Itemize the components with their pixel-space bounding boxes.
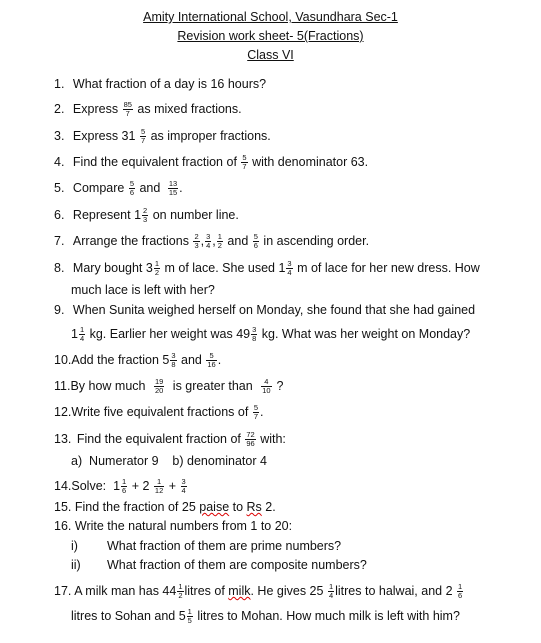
fraction xyxy=(170,352,176,369)
question-10 xyxy=(54,352,221,369)
question-text: 1 xyxy=(71,326,78,341)
question-13 xyxy=(54,431,286,448)
question-number: 4. xyxy=(54,154,65,169)
numerator: 4 xyxy=(261,378,271,387)
worksheet-title: Revision work sheet- 5(Fractions) xyxy=(177,29,364,43)
question-number: 7. xyxy=(54,233,65,248)
punctuation: . xyxy=(179,180,183,195)
fraction xyxy=(205,233,211,250)
numerator: 1 xyxy=(154,478,164,487)
question-text: m of lace. She used 1 xyxy=(164,260,286,275)
fraction xyxy=(140,128,146,145)
punctuation: . xyxy=(259,404,264,419)
question-text: and xyxy=(181,352,202,367)
fraction xyxy=(328,583,334,600)
numerator: 1 xyxy=(79,325,85,334)
fraction xyxy=(177,583,183,600)
numerator: 1 xyxy=(178,582,183,591)
question-13-options: a) Numerator 9 b) denominator 4 xyxy=(71,454,267,468)
question-text: litres to halwai, and 2 xyxy=(335,583,453,598)
question-text: By how much xyxy=(70,378,146,393)
question-1 xyxy=(54,77,266,91)
fraction xyxy=(121,478,127,495)
numerator: 1 xyxy=(328,582,334,591)
denominator: 4 xyxy=(181,486,186,495)
question-number: 9. xyxy=(54,303,65,317)
question-text: A milk man has 44 xyxy=(74,583,177,598)
question-8-line-2: much lace is left with her? xyxy=(71,283,215,297)
question-text: Write five equivalent fractions of xyxy=(71,404,249,419)
question-17 xyxy=(54,583,464,600)
numerator: 3 xyxy=(206,232,211,241)
question-text: litres to Sohan and 5 xyxy=(71,608,186,623)
question-text: and xyxy=(139,180,161,195)
fraction xyxy=(154,378,164,395)
fraction xyxy=(241,154,247,171)
numerator: 1 xyxy=(122,477,127,486)
fraction xyxy=(206,352,216,369)
question-text: litres of xyxy=(184,583,229,598)
question-text: 2. xyxy=(261,500,276,514)
denominator: 96 xyxy=(246,439,255,448)
question-17-line-2 xyxy=(71,608,460,625)
question-text: kg. Earlier her weight was 49 xyxy=(89,326,251,341)
numerator: 85 xyxy=(123,100,132,109)
question-text: + 2 xyxy=(131,478,150,493)
numerator: 19 xyxy=(154,377,164,386)
denominator: 6 xyxy=(458,591,463,600)
question-number: 14. xyxy=(54,478,72,493)
numerator: 5 xyxy=(242,153,247,162)
denominator: 6 xyxy=(253,241,258,250)
question-16-part-i xyxy=(71,539,342,553)
denominator: 4 xyxy=(287,268,292,277)
denominator: 4 xyxy=(206,241,211,250)
numerator: 3 xyxy=(252,325,257,334)
fraction xyxy=(193,233,199,250)
part-text: What fraction of them are composite numbers? xyxy=(107,558,367,572)
question-text: in ascending order. xyxy=(263,233,370,248)
question-text: Express 31 xyxy=(72,128,136,143)
punctuation: . xyxy=(217,352,222,367)
denominator: 7 xyxy=(140,136,146,145)
misspelled-word: paise xyxy=(199,500,230,514)
question-number: 10. xyxy=(54,352,72,367)
denominator: 3 xyxy=(143,215,148,224)
question-text: What fraction of a day is 16 hours? xyxy=(72,77,267,91)
denominator: 7 xyxy=(125,109,130,118)
fraction xyxy=(217,233,223,250)
fraction xyxy=(129,180,135,197)
separator: , xyxy=(200,233,205,248)
question-15 xyxy=(54,500,276,514)
class-label: Class VI xyxy=(247,48,294,62)
question-text: Mary bought 3 xyxy=(72,260,153,275)
question-number: 16. xyxy=(54,519,72,533)
fraction xyxy=(286,260,292,277)
question-2 xyxy=(54,101,242,118)
question-6 xyxy=(54,207,239,224)
denominator: 12 xyxy=(154,486,164,495)
question-text: . He gives 25 xyxy=(250,583,324,598)
fraction xyxy=(79,326,85,343)
question-text: and xyxy=(227,233,249,248)
numerator: 3 xyxy=(171,351,176,360)
fraction xyxy=(181,478,187,495)
denominator: 3 xyxy=(194,241,199,250)
fraction xyxy=(253,404,259,421)
question-4 xyxy=(54,154,368,171)
question-text: + xyxy=(168,478,177,493)
denominator: 15 xyxy=(168,188,178,197)
question-3 xyxy=(54,128,271,145)
question-text: Add the fraction 5 xyxy=(71,352,170,367)
question-text: Solve: 1 xyxy=(71,478,121,493)
school-name: Amity International School, Vasundhara Sec-1 xyxy=(143,10,398,24)
question-number: 1. xyxy=(54,77,65,91)
question-9-line-2 xyxy=(71,326,470,343)
fraction xyxy=(154,260,160,277)
numerator: 3 xyxy=(181,477,186,486)
question-text: Arrange the fractions xyxy=(72,233,189,248)
denominator: 7 xyxy=(242,162,247,171)
question-text: is greater than xyxy=(172,378,253,393)
question-7 xyxy=(54,233,369,250)
question-text: When Sunita weighed herself on Monday, she found that she had gained xyxy=(72,303,476,317)
question-14 xyxy=(54,478,188,495)
question-text: with denominator 63. xyxy=(252,154,369,169)
numerator: 5 xyxy=(206,352,216,361)
question-text: as mixed fractions. xyxy=(137,101,242,116)
question-number: 15. xyxy=(54,500,72,514)
separator: , xyxy=(212,233,216,248)
fraction xyxy=(251,326,257,343)
question-12 xyxy=(54,404,263,421)
question-text: Find the fraction of 25 xyxy=(74,500,200,514)
numerator: 13 xyxy=(168,179,178,188)
numerator: 5 xyxy=(253,232,258,241)
question-text: Find the equivalent fraction of xyxy=(76,431,241,446)
fraction xyxy=(168,180,178,197)
denominator: 10 xyxy=(262,386,271,395)
numerator: 5 xyxy=(129,179,134,188)
question-text: litres to Mohan. How much milk is left with him? xyxy=(197,608,460,623)
denominator: 6 xyxy=(122,486,127,495)
question-text: with: xyxy=(260,431,286,446)
denominator: 4 xyxy=(328,591,334,600)
denominator: 7 xyxy=(253,412,258,421)
fraction xyxy=(123,101,133,118)
question-16-part-ii xyxy=(71,558,367,572)
denominator: 16 xyxy=(207,360,216,369)
fraction xyxy=(261,378,271,395)
question-number: 3. xyxy=(54,128,65,143)
question-text: to xyxy=(229,500,247,514)
question-text: Compare xyxy=(72,180,125,195)
question-number: 5. xyxy=(54,180,65,195)
denominator: 20 xyxy=(154,386,164,395)
numerator: 2 xyxy=(143,206,148,215)
denominator: 6 xyxy=(129,188,134,197)
question-text: on number line. xyxy=(152,207,239,222)
question-text: Represent 1 xyxy=(72,207,142,222)
numerator: 1 xyxy=(458,582,463,591)
denominator: 5 xyxy=(187,616,192,625)
numerator: 3 xyxy=(287,259,292,268)
numerator: 1 xyxy=(187,607,192,616)
misspelled-word: milk xyxy=(228,583,251,598)
fraction xyxy=(457,583,463,600)
fraction xyxy=(142,207,148,224)
numerator: 1 xyxy=(217,232,222,241)
question-text: Express xyxy=(72,101,119,116)
numerator: 5 xyxy=(253,403,258,412)
denominator: 4 xyxy=(79,334,85,343)
question-number: 11. xyxy=(54,378,71,393)
question-8 xyxy=(54,260,480,277)
part-number: ii) xyxy=(71,558,81,572)
numerator: 1 xyxy=(154,259,160,268)
question-text: kg. What was her weight on Monday? xyxy=(261,326,471,341)
denominator: 2 xyxy=(178,591,183,600)
question-11 xyxy=(54,378,284,395)
punctuation: ? xyxy=(276,378,284,393)
question-number: 12. xyxy=(54,404,72,419)
denominator: 2 xyxy=(217,241,222,250)
denominator: 8 xyxy=(252,334,257,343)
part-text: What fraction of them are prime numbers? xyxy=(107,539,342,553)
question-number: 17. xyxy=(54,583,72,598)
question-number: 13. xyxy=(54,431,72,446)
question-text: as improper fractions. xyxy=(150,128,271,143)
misspelled-word: Rs xyxy=(246,500,262,514)
part-number: i) xyxy=(71,539,78,553)
numerator: 72 xyxy=(246,430,255,439)
question-9 xyxy=(54,303,475,317)
fraction xyxy=(154,478,164,495)
question-number: 8. xyxy=(54,260,65,275)
question-text: m of lace for her new dress. How xyxy=(297,260,480,275)
question-16 xyxy=(54,519,292,533)
denominator: 8 xyxy=(171,360,176,369)
question-text: Write the natural numbers from 1 to 20: xyxy=(74,519,293,533)
fraction xyxy=(245,431,255,448)
question-5 xyxy=(54,180,183,197)
numerator: 2 xyxy=(194,232,199,241)
question-number: 2. xyxy=(54,101,65,116)
fraction xyxy=(253,233,259,250)
question-text: Find the equivalent fraction of xyxy=(72,154,237,169)
question-number: 6. xyxy=(54,207,65,222)
denominator: 2 xyxy=(154,268,160,277)
numerator: 5 xyxy=(140,127,146,136)
fraction xyxy=(187,608,193,625)
